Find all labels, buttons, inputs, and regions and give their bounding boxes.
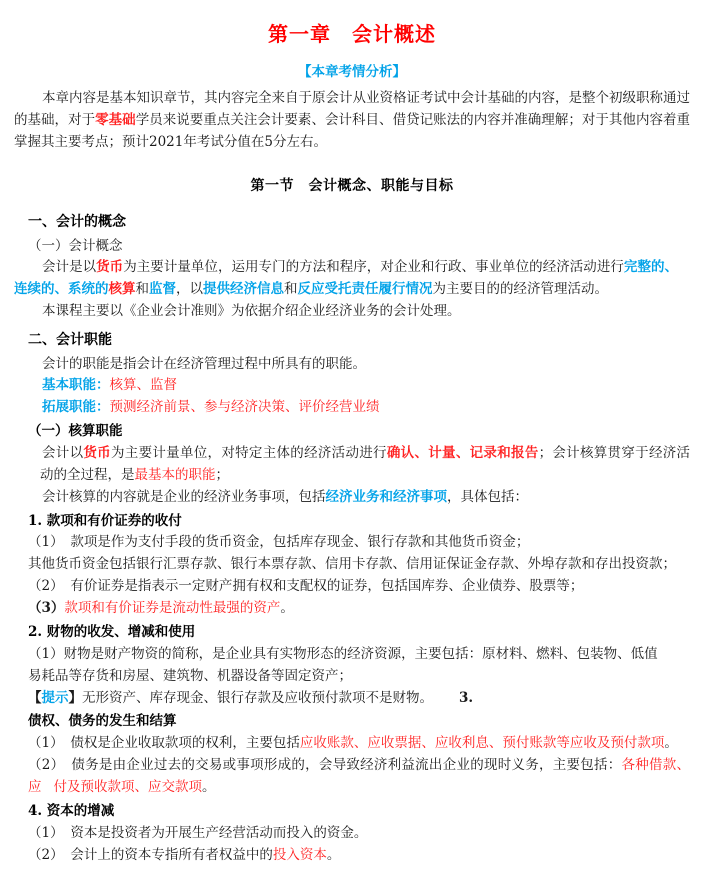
section-one-title: 第一节 会计概念、职能与目标 bbox=[250, 177, 454, 194]
accounting-content-paragraph bbox=[14, 487, 690, 509]
basic-function-line bbox=[14, 375, 690, 397]
acct-fn-currency-highlight: 货币 bbox=[83, 445, 111, 462]
concept-seg7: 和 bbox=[135, 281, 149, 298]
heading-item-3: 债权、债务的发生和结算 bbox=[28, 713, 177, 730]
acct-fn-most-basic-highlight: 最基本的职能 bbox=[134, 466, 216, 483]
item3-point2 bbox=[14, 755, 690, 799]
acct-content-highlight: 经济业务和经济事项 bbox=[325, 488, 447, 505]
tip-bracket-open: 【 bbox=[28, 689, 42, 706]
document-body bbox=[14, 0, 690, 866]
item4-point2-end: 。 bbox=[326, 846, 341, 863]
item3-point1-end: 。 bbox=[664, 735, 678, 752]
acct-content-seg3: ，具体包括： bbox=[447, 488, 528, 505]
concept-seg1: 会计是以 bbox=[42, 259, 97, 276]
item3-point2-highlight-b: 付及预收款项、应交款项 bbox=[53, 778, 202, 795]
extended-function-label: 拓展职能： bbox=[42, 399, 110, 416]
stray-item-number: 3. bbox=[459, 689, 474, 706]
extended-function-line bbox=[14, 397, 690, 419]
item2-point1: （1）财物是财产物资的简称，是企业具有实物形态的经济资源，主要包括：原材料、燃料、包装物、低值 bbox=[28, 645, 658, 662]
acct-fn-steps-highlight: 确认、计量、记录和报告 bbox=[386, 445, 539, 462]
item4-point2-seg1: （2） 会计上的资本专指所有者权益中的 bbox=[28, 846, 273, 863]
exam-analysis-paragraph bbox=[14, 88, 690, 154]
heading-concept-sub: （一）会计概念 bbox=[28, 237, 123, 254]
acct-fn-seg6: 动的全过程，是 bbox=[40, 466, 135, 483]
concept-course-note: 本课程主要以《企业会计准则》为依据介绍企业经济业务的会计处理。 bbox=[42, 303, 461, 320]
item3-point2-highlight-a: 各种借款、应 bbox=[28, 757, 690, 795]
tip-line bbox=[14, 688, 690, 710]
basic-function-value: 核算、监督 bbox=[109, 377, 177, 394]
item3-point2-end: 。 bbox=[202, 778, 216, 795]
item1-point3-highlight: 款项和有价证券是流动性最强的资产 bbox=[64, 600, 281, 617]
acct-fn-seg5: ；会计核算贯穿于经济活 bbox=[538, 445, 691, 462]
extended-function-value: 预测经济前景、参与经济决策、评价经营业绩 bbox=[109, 399, 380, 416]
tip-label: 提示 bbox=[41, 689, 69, 706]
acct-fn-seg3: 为主要计量单位，对特定主体的经济活动进行 bbox=[110, 445, 387, 462]
heading-concept: 一、会计的概念 bbox=[28, 213, 126, 230]
concept-seg13: 为主要目的的经济管理活动。 bbox=[432, 281, 608, 298]
concept-complete-highlight: 完整的、 bbox=[623, 259, 679, 276]
heading-item-4: 4. 资本的增减 bbox=[28, 802, 115, 819]
item4-point1: （1） 资本是投资者为开展生产经营活动而投入的资金。 bbox=[28, 824, 368, 841]
heading-item-2: 2. 财物的收发、增减和使用 bbox=[28, 623, 196, 640]
concept-seg3: 为主要计量单位，运用专门的方法和程序，对企业和行政、事业单位的经济活动进行 bbox=[123, 259, 624, 276]
item3-point1-seg1: （1） 债权是企业收取款项的权利，主要包括 bbox=[28, 735, 300, 752]
item1-point2: （2） 有价证券是指表示一定财产拥有权和支配权的证券，包括国库券、企业债券、股票等； bbox=[28, 578, 584, 595]
concept-currency-highlight: 货币 bbox=[96, 259, 124, 276]
item1-point3 bbox=[14, 598, 690, 620]
heading-function: 二、会计职能 bbox=[28, 331, 112, 348]
item3-point2-seg1: （2） 债务是由企业过去的交易或事项形成的，会导致经济利益流出企业的现时义务，主要包括： bbox=[28, 757, 622, 774]
item4-point2 bbox=[14, 845, 690, 867]
item3-point1-highlight: 应收账款、应收票据、应收利息、预付账款等应收及预付款项 bbox=[299, 735, 665, 752]
item1-point1: （1） 款项是作为支付手段的货币资金，包括库存现金、银行存款和其他货币资金； bbox=[28, 534, 530, 551]
accounting-function-paragraph bbox=[14, 443, 690, 487]
heading-item-1: 1. 款项和有价证券的收付 bbox=[28, 512, 182, 529]
basic-function-label: 基本职能： bbox=[42, 377, 110, 394]
item2-point1-continued: 易耗品等存货和房屋、建筑物、机器设备等固定资产； bbox=[28, 667, 352, 684]
concept-seg11: 和 bbox=[284, 281, 298, 298]
item1-point3-number: （3） bbox=[28, 600, 65, 617]
concept-accounting-highlight: 核算 bbox=[108, 281, 136, 298]
concept-info-highlight: 提供经济信息 bbox=[203, 281, 284, 298]
concept-seg9: ，以 bbox=[176, 281, 203, 298]
acct-content-seg1: 会计核算的内容就是企业的经济业务事项，包括 bbox=[42, 488, 326, 505]
concept-continuous-highlight: 连续的、系统的 bbox=[14, 281, 109, 298]
tip-text: 无形资产、库存现金、银行存款及应收预付款项不是财物。 bbox=[82, 689, 433, 706]
acct-fn-seg1: 会计以 bbox=[42, 445, 84, 462]
exam-analysis-heading: 【本章考情分析】 bbox=[298, 64, 406, 80]
item3-point1 bbox=[14, 733, 690, 755]
heading-accounting-function: （一）核算职能 bbox=[28, 423, 123, 440]
item1-point1-continued: 其他货币资金包括银行汇票存款、银行本票存款、信用卡存款、信用证保证金存款、外埠存款和存出投资款； bbox=[28, 556, 676, 573]
exam-analysis-seg3: 学员来说要重点关注会计要素、会计科目、借贷记账法的内容并准确理解；对于其他内容着重掌握其主要考点；预计2021年考试分值在5分左右。 bbox=[14, 112, 691, 150]
item1-point3-end: 。 bbox=[280, 600, 294, 617]
exam-analysis-highlight: 零基础 bbox=[95, 112, 136, 129]
tip-bracket-close: 】 bbox=[68, 689, 82, 706]
acct-fn-seg8: ； bbox=[215, 466, 229, 483]
chapter-title: 第一章 会计概述 bbox=[268, 22, 436, 46]
function-definition: 会计的职能是指会计在经济管理过程中所具有的职能。 bbox=[42, 355, 366, 372]
exam-analysis-seg1: 本章内容是基本知识章节，其内容完全来自于原会计从业资格证考试中会计基础的内容，是整个初级职称通过的基础，对于 bbox=[14, 90, 690, 129]
concept-supervision-highlight: 监督 bbox=[149, 281, 176, 298]
item4-point2-highlight: 投入资本 bbox=[272, 846, 327, 863]
concept-stewardship-highlight: 反应受托责任履行情况 bbox=[297, 281, 433, 298]
concept-definition-paragraph bbox=[14, 257, 690, 301]
